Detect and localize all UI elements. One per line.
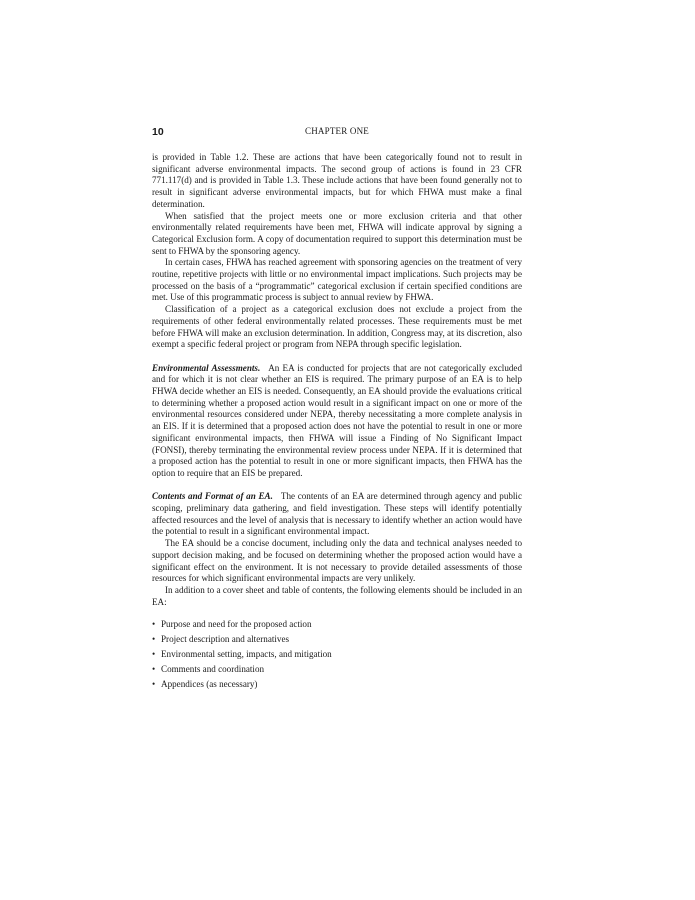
intro-paragraph: In certain cases, FHWA has reached agreement with sponsoring agencies on the treatment of very routine, repetitive projects with little or no environmental impact implications. Such projects may be processed on the basis of a “programmatic” categorical exclusion if certain specified conditions are met. Use of this programmatic process is subject to annual review by FHWA. [152, 257, 522, 303]
intro-paragraph: When satisfied that the project meets one or more exclusion criteria and that other environmentally related requirements have been met, FHWA will indicate approval by signing a Categorical Exclusion form. A copy of documentation required to support this determination must be sent to FHWA by the sponsoring agency. [152, 210, 522, 256]
page-header [152, 126, 522, 140]
contents-format-paragraph [152, 491, 522, 538]
environmental-assessments-paragraph [152, 363, 522, 480]
contents-format-text: The contents of an EA are determined through agency and public scoping, preliminary data gathering, and field investigation. These steps will identify potentially affected resources and the level of analysis that is necessary to identify whether an action would have the potential to result in a significant environmental impact. [152, 491, 522, 537]
contents-format-heading: Contents and Format of an EA. [152, 491, 273, 502]
bullet-icon: • [152, 634, 156, 645]
contents-format-section [152, 491, 522, 690]
bullet-icon: • [152, 648, 156, 659]
bullet-icon: • [152, 678, 156, 689]
page-body [152, 152, 522, 693]
list-item: • Purpose and need for the proposed action [152, 619, 312, 630]
page-number: 10 [152, 126, 164, 138]
contents-format-paragraph: The EA should be a concise document, including only the data and technical analyses needed to support decision making, and be focused on determining whether the proposed action would have a significant effect on the environment. It is not necessary to provide detailed assessments of those resources for which significant environmental impacts are very unlikely. [152, 538, 522, 584]
list-item: • Comments and coordination [152, 663, 265, 674]
environmental-assessments-section [152, 363, 522, 480]
intro-paragraph: Classification of a project as a categorical exclusion does not exclude a project from the requirements of other federal environmentally related processes. These requirements must be met before FHWA will make an exclusion determination. In addition, Congress may, at its discretion, also exempt a specific federal project or program from NEPA through specific legislation. [152, 304, 522, 350]
list-item: • Environmental setting, impacts, and mitigation [152, 648, 332, 659]
contents-format-paragraph: In addition to a cover sheet and table of contents, the following elements should be included in an EA: [152, 584, 522, 607]
chapter-title: CHAPTER ONE [305, 126, 369, 136]
bullet-icon: • [152, 619, 156, 630]
environmental-assessments-heading: Environmental Assessments. [152, 362, 261, 373]
list-item: • Appendices (as necessary) [152, 678, 258, 689]
intro-paragraph: is provided in Table 1.2. These are actions that have been categorically found not to result in significant adverse environmental impacts. The second group of actions is found in 23 CFR 771.117(d) and is provided in Table 1.3. These include actions that have been found generally not to result in significant adverse environmental impacts, but for which FHWA must make a final determination. [152, 152, 522, 209]
environmental-assessments-text: An EA is conducted for projects that are not categorically excluded and for which it is not clear whether an EIS is required. The primary purpose of an EA is to help FHWA decide whether an EIS is needed. Consequently, an EA should provide the evaluations critical to determining whether a proposed action would result in a significant impact on one or more of the environmental resources considered under NEPA, thereby necessitating a more complete analysis in an EIS. If it is determined that a proposed action does not have the potential to result in one or more significant environmental impacts, then FHWA will issue a Finding of No Significant Impact (FONSI), thereby terminating the environmental review process under NEPA. If it is determined that a proposed action has the potential to result in one or more significant impacts, then FHWA has the option to require that an EIS be prepared. [152, 362, 522, 478]
bullet-icon: • [152, 663, 156, 674]
list-item: • Project description and alternatives [152, 634, 290, 645]
ea-elements-list [152, 619, 522, 690]
